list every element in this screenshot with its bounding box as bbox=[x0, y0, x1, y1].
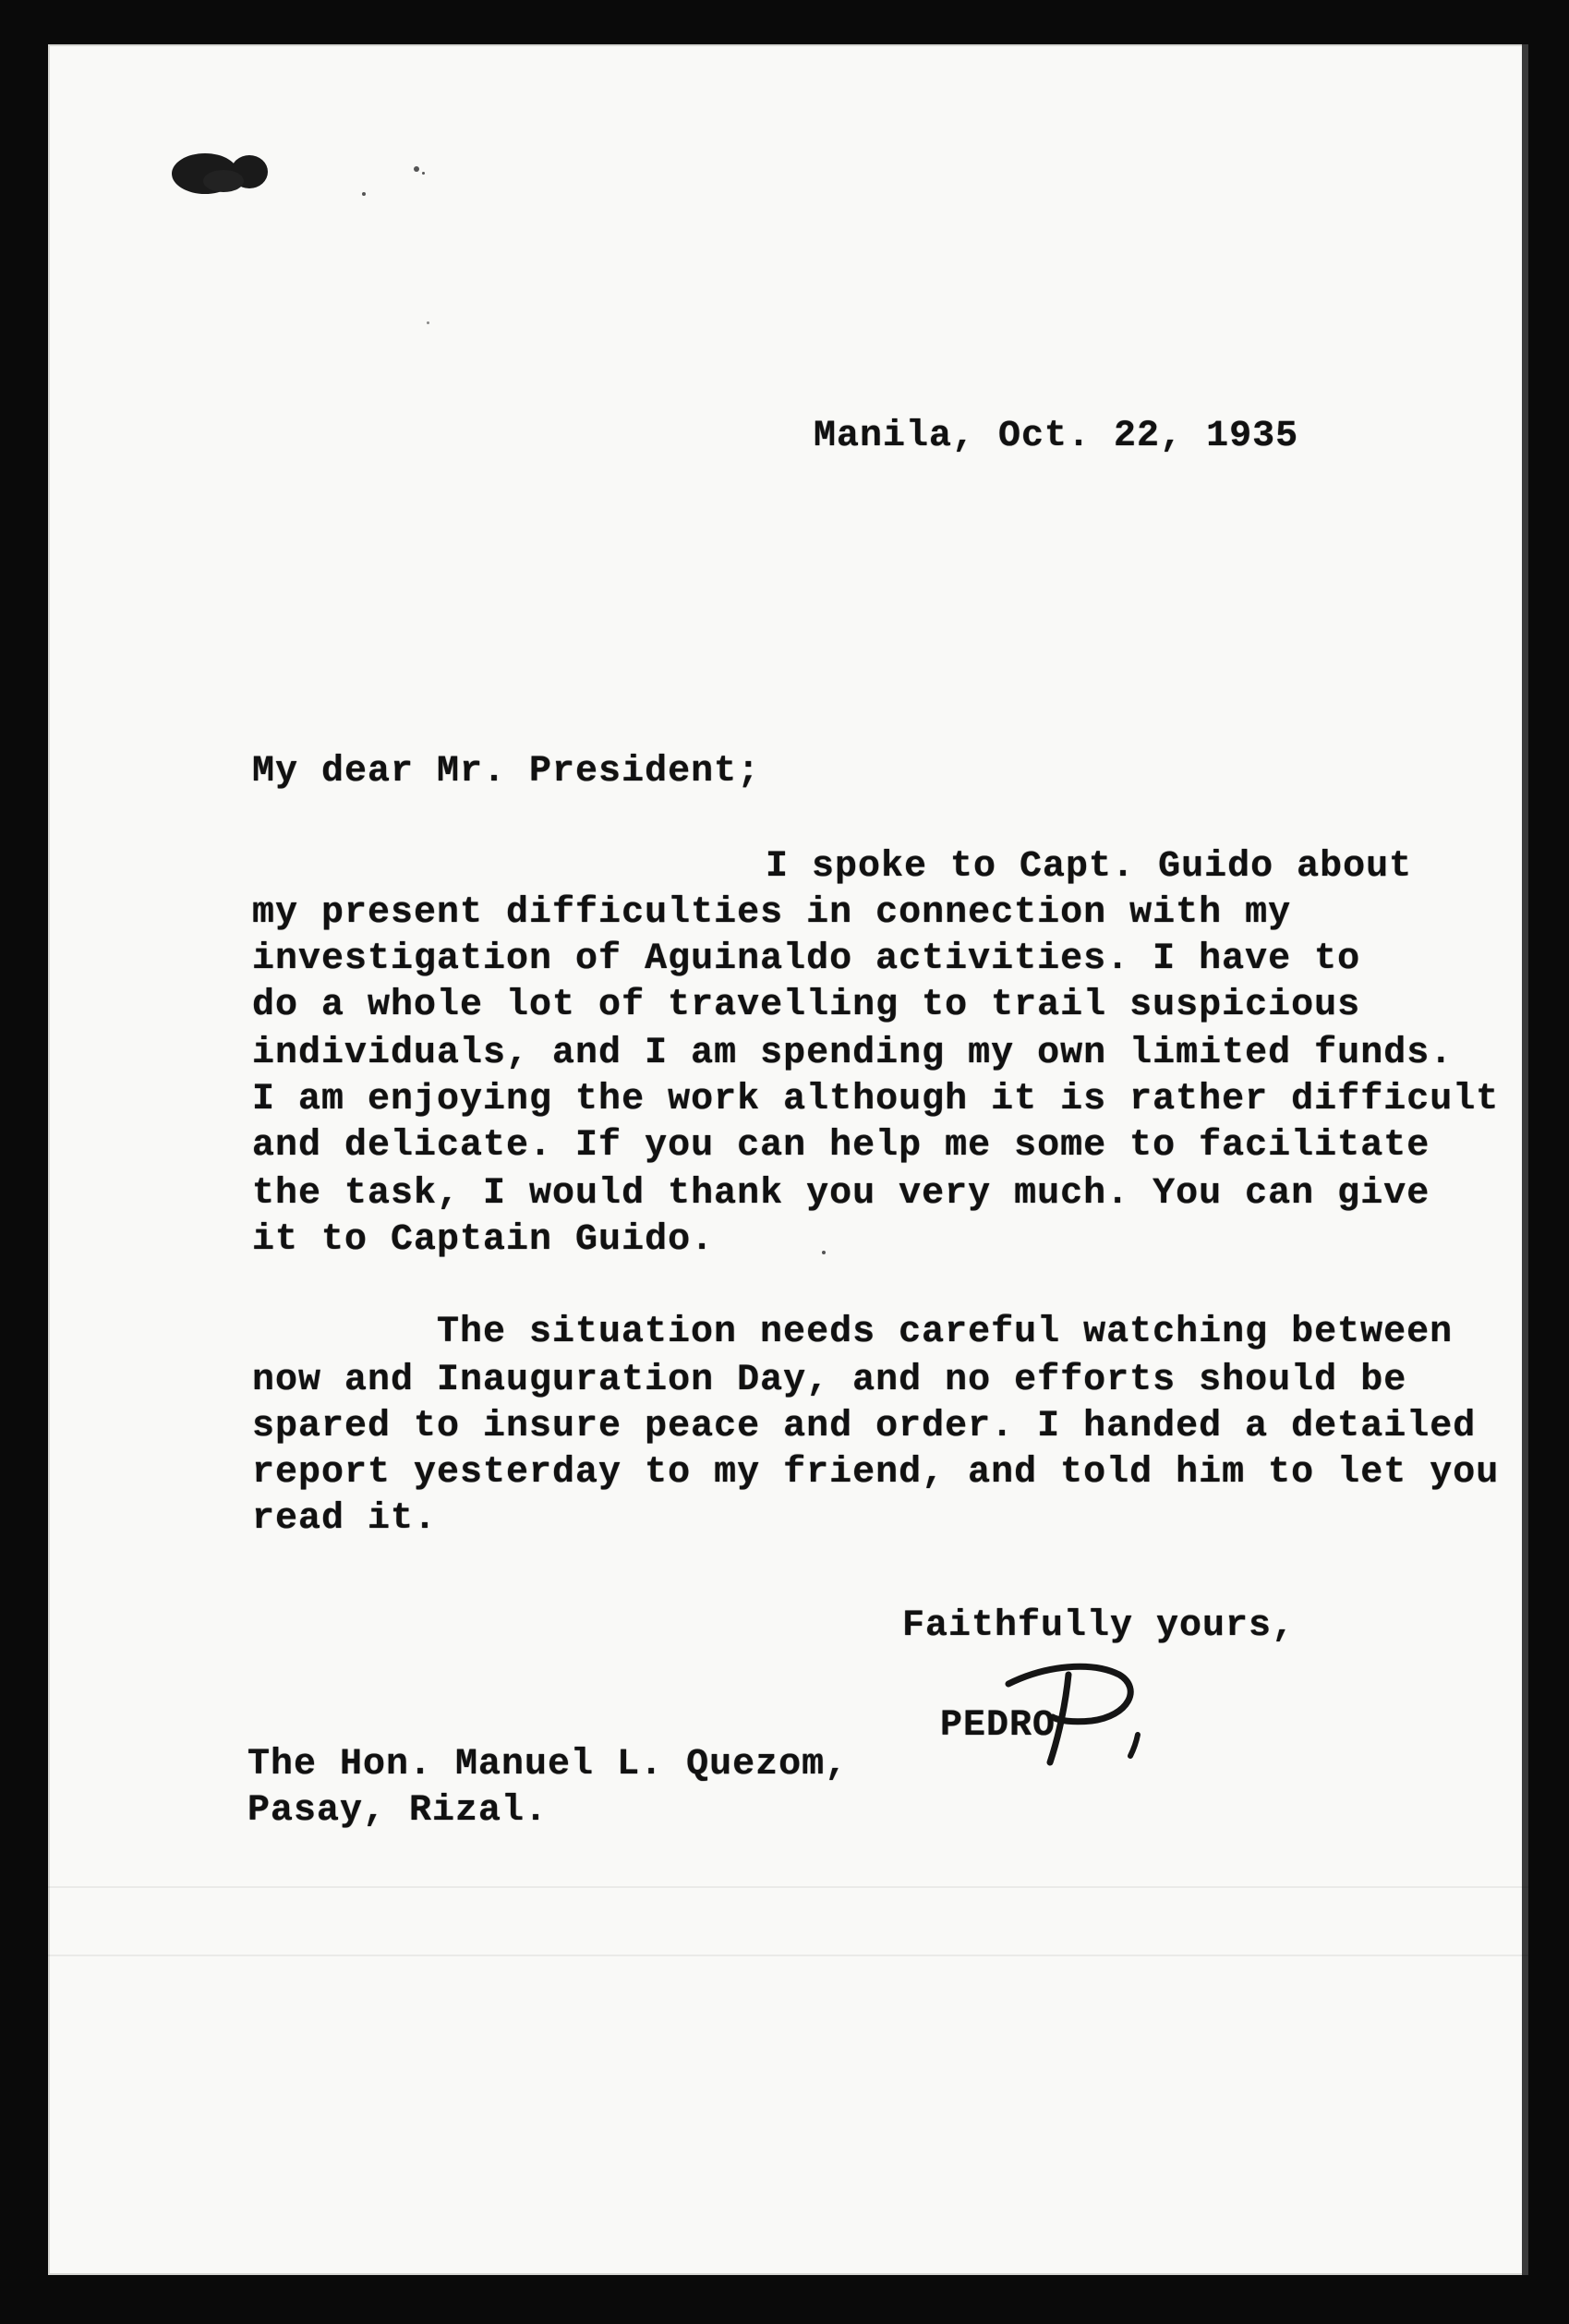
page-edge bbox=[1522, 44, 1528, 2275]
paragraph-line: and delicate. If you can help me some to facilitate bbox=[252, 1125, 1430, 1167]
speck-mark bbox=[362, 192, 366, 196]
speck-mark bbox=[422, 172, 425, 175]
paragraph-line: now and Inauguration Day, and no efforts should be bbox=[252, 1360, 1407, 1401]
paragraph-line: my present difficulties in connection with my bbox=[252, 892, 1292, 934]
fold-line bbox=[48, 1886, 1528, 1888]
paragraph-line: I am enjoying the work although it is rather difficult bbox=[252, 1079, 1500, 1120]
paragraph-line: it to Captain Guido. bbox=[252, 1219, 715, 1261]
speck-mark bbox=[414, 166, 419, 172]
addressee-line: The Hon. Manuel L. Quezom, bbox=[247, 1744, 849, 1785]
typed-signature: PEDRO bbox=[940, 1705, 1056, 1747]
speck-mark bbox=[822, 1251, 826, 1254]
paragraph-line: The situation needs careful watching between bbox=[437, 1312, 1454, 1353]
salutation: My dear Mr. President; bbox=[252, 751, 761, 793]
paragraph-line: read it. bbox=[252, 1498, 438, 1540]
paragraph-line: do a whole lot of travelling to trail suspicious bbox=[252, 985, 1361, 1026]
fold-line bbox=[48, 1955, 1528, 1956]
paragraph-line: the task, I would thank you very much. You can give bbox=[252, 1173, 1430, 1215]
closing: Faithfully yours, bbox=[902, 1605, 1296, 1647]
addressee-line: Pasay, Rizal. bbox=[247, 1790, 549, 1832]
paragraph-line: report yesterday to my friend, and told him to let you bbox=[252, 1452, 1500, 1494]
letter-page bbox=[48, 44, 1528, 2275]
paragraph-line: individuals, and I am spending my own limited funds. bbox=[252, 1033, 1454, 1074]
paragraph-line: spared to insure peace and order. I handed a detailed bbox=[252, 1406, 1477, 1447]
paragraph-line: I spoke to Capt. Guido about bbox=[766, 846, 1413, 888]
ink-blot-mark bbox=[168, 146, 279, 201]
paragraph-line: investigation of Aguinaldo activities. I have to bbox=[252, 938, 1361, 980]
speck-mark bbox=[427, 321, 429, 324]
dateline: Manila, Oct. 22, 1935 bbox=[814, 416, 1299, 457]
